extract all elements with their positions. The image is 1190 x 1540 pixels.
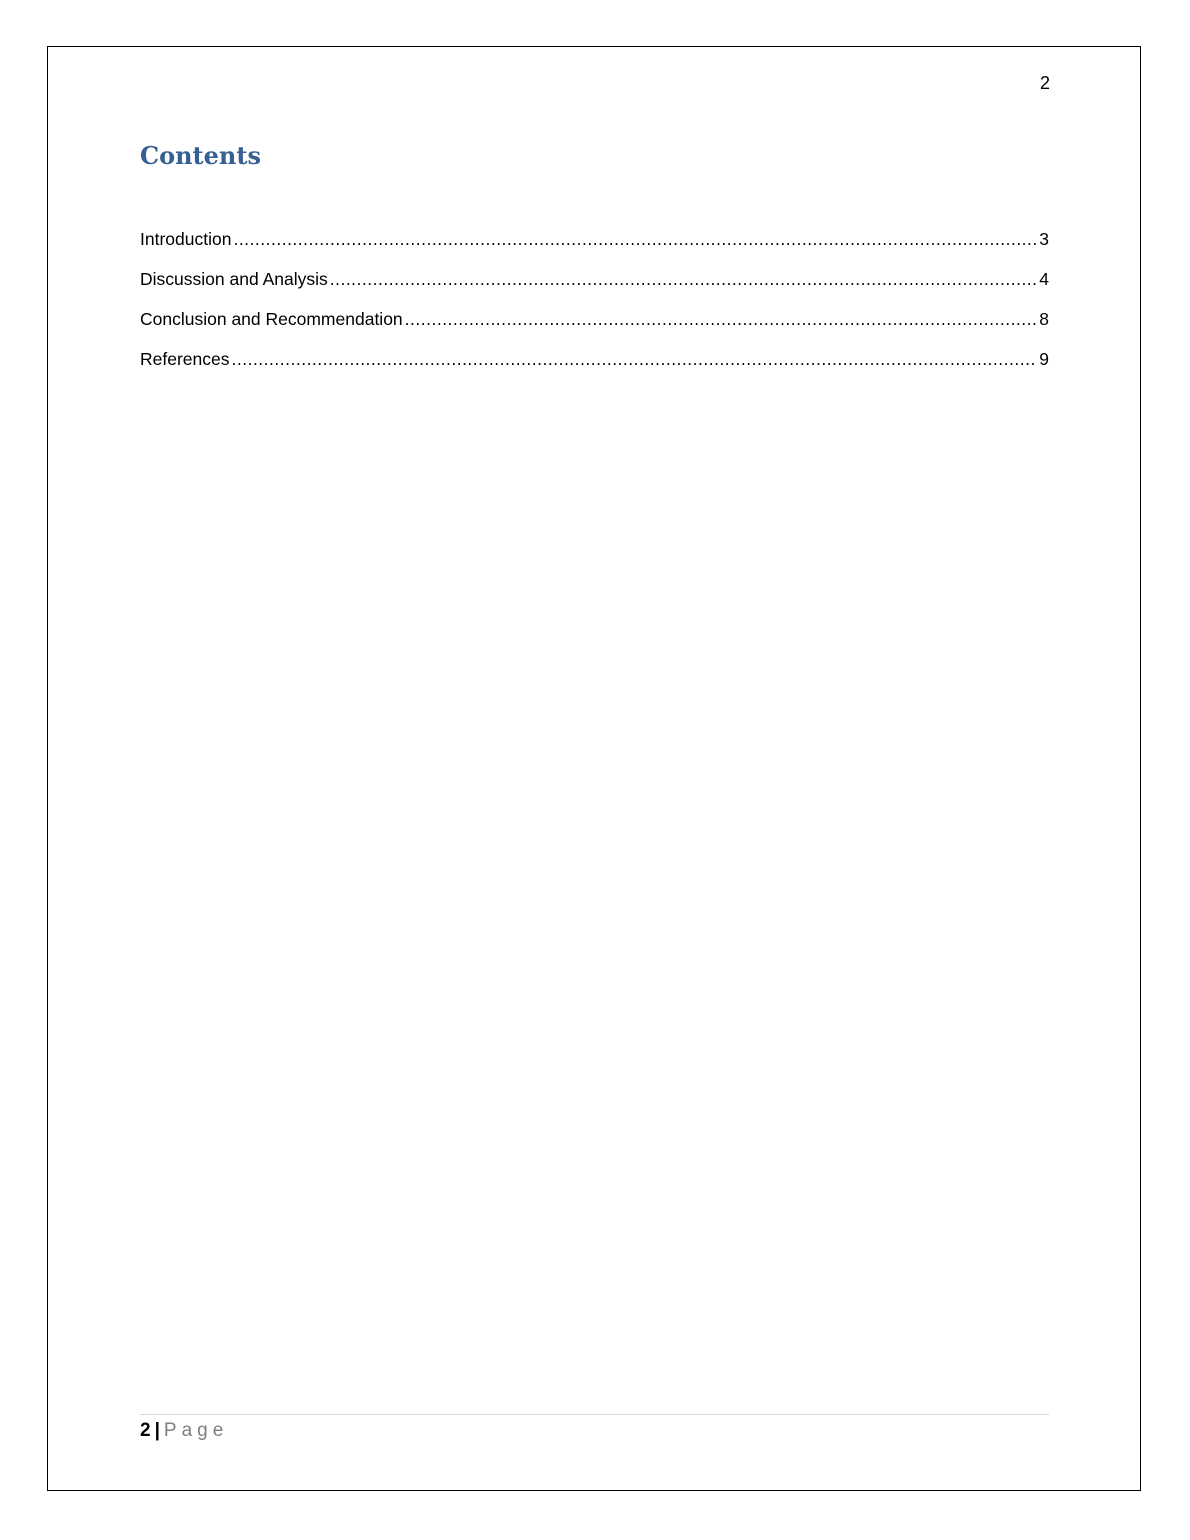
toc-entry-title: Discussion and Analysis (140, 269, 328, 289)
toc-dot-leader (330, 266, 1038, 292)
footer-page-number: 2 (140, 1420, 151, 1441)
toc-entry-title: References (140, 349, 230, 369)
toc-entry-references[interactable] (140, 346, 1049, 386)
toc-entry-discussion-and-analysis[interactable] (140, 266, 1049, 306)
toc-heading: Contents (140, 141, 261, 170)
toc-entry-page: 4 (1039, 269, 1049, 289)
toc-entry-title: Introduction (140, 229, 232, 249)
toc-entry-page: 9 (1039, 349, 1049, 369)
toc-dot-leader (405, 306, 1038, 332)
toc-entry-page: 8 (1039, 309, 1049, 329)
header-page-number: 2 (1039, 73, 1050, 93)
table-of-contents (140, 226, 1049, 386)
footer-divider (140, 1414, 1049, 1415)
footer-page-label: Page (163, 1420, 229, 1441)
toc-entry-conclusion-and-recommendation[interactable] (140, 306, 1049, 346)
footer-separator: | (154, 1420, 160, 1441)
toc-dot-leader (233, 226, 1037, 252)
toc-entry-page: 3 (1039, 229, 1049, 249)
toc-entry-title: Conclusion and Recommendation (140, 309, 403, 329)
toc-dot-leader (232, 346, 1038, 372)
toc-entry-introduction[interactable] (140, 226, 1049, 266)
page-footer (140, 1419, 228, 1443)
